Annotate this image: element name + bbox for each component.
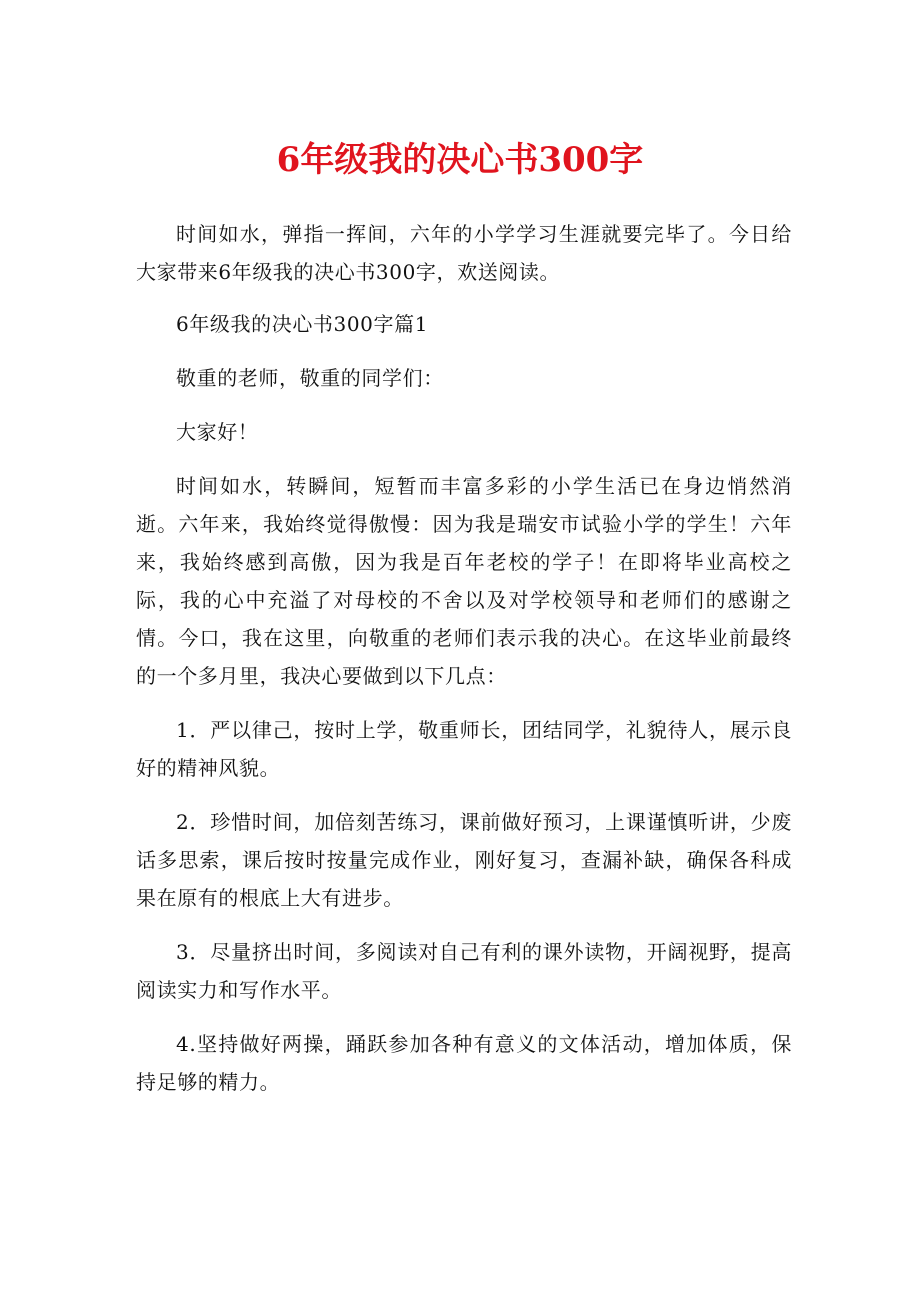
greeting: 大家好！ (176, 420, 259, 444)
list-item-2: 2．珍惜时间，加倍刻苦练习，课前做好预习，上课谨慎听讲，少废话多思索，课后按时按量完成作业，刚好复习，查漏补缺，确保各科成果在原有的根底上大有进步。 (136, 810, 792, 910)
intro-paragraph: 时间如水，弹指一挥间，六年的小学学习生涯就要完毕了。今日给大家带来6年级我的决心书300字，欢送阅读。 (136, 222, 792, 284)
list-item-3: 3．尽量挤出时间，多阅读对自己有利的课外读物，开阔视野，提高阅读实力和写作水平。 (136, 940, 792, 1002)
body-paragraph: 时间如水，转瞬间，短暂而丰富多彩的小学生活已在身边悄然消逝。六年来，我始终觉得傲慢：因为我是瑞安市试验小学的学生！六年来，我始终感到高傲，因为我是百年老校的学子！在即将毕业高校之际，我的心中充溢了对母校的不舍以及对学校领导和老师们的感谢之情。今口，我在这里，向敬重的老师们表示我的决心。在这毕业前最终的一个多月里，我决心要做到以下几点： (136, 474, 792, 688)
salutation: 敬重的老师，敬重的同学们： (176, 366, 444, 390)
section-heading: 6年级我的决心书300字篇1 (176, 312, 429, 336)
document-body (136, 215, 792, 1117)
list-item-1: 1．严以律己，按时上学，敬重师长，团结同学，礼貌待人，展示良好的精神风貌。 (136, 718, 792, 780)
document-title: 6年级我的决心书300字 (276, 140, 644, 180)
list-item-4: 4.坚持做好两操，踊跃参加各种有意义的文体活动，增加体质，保持足够的精力。 (136, 1032, 792, 1094)
